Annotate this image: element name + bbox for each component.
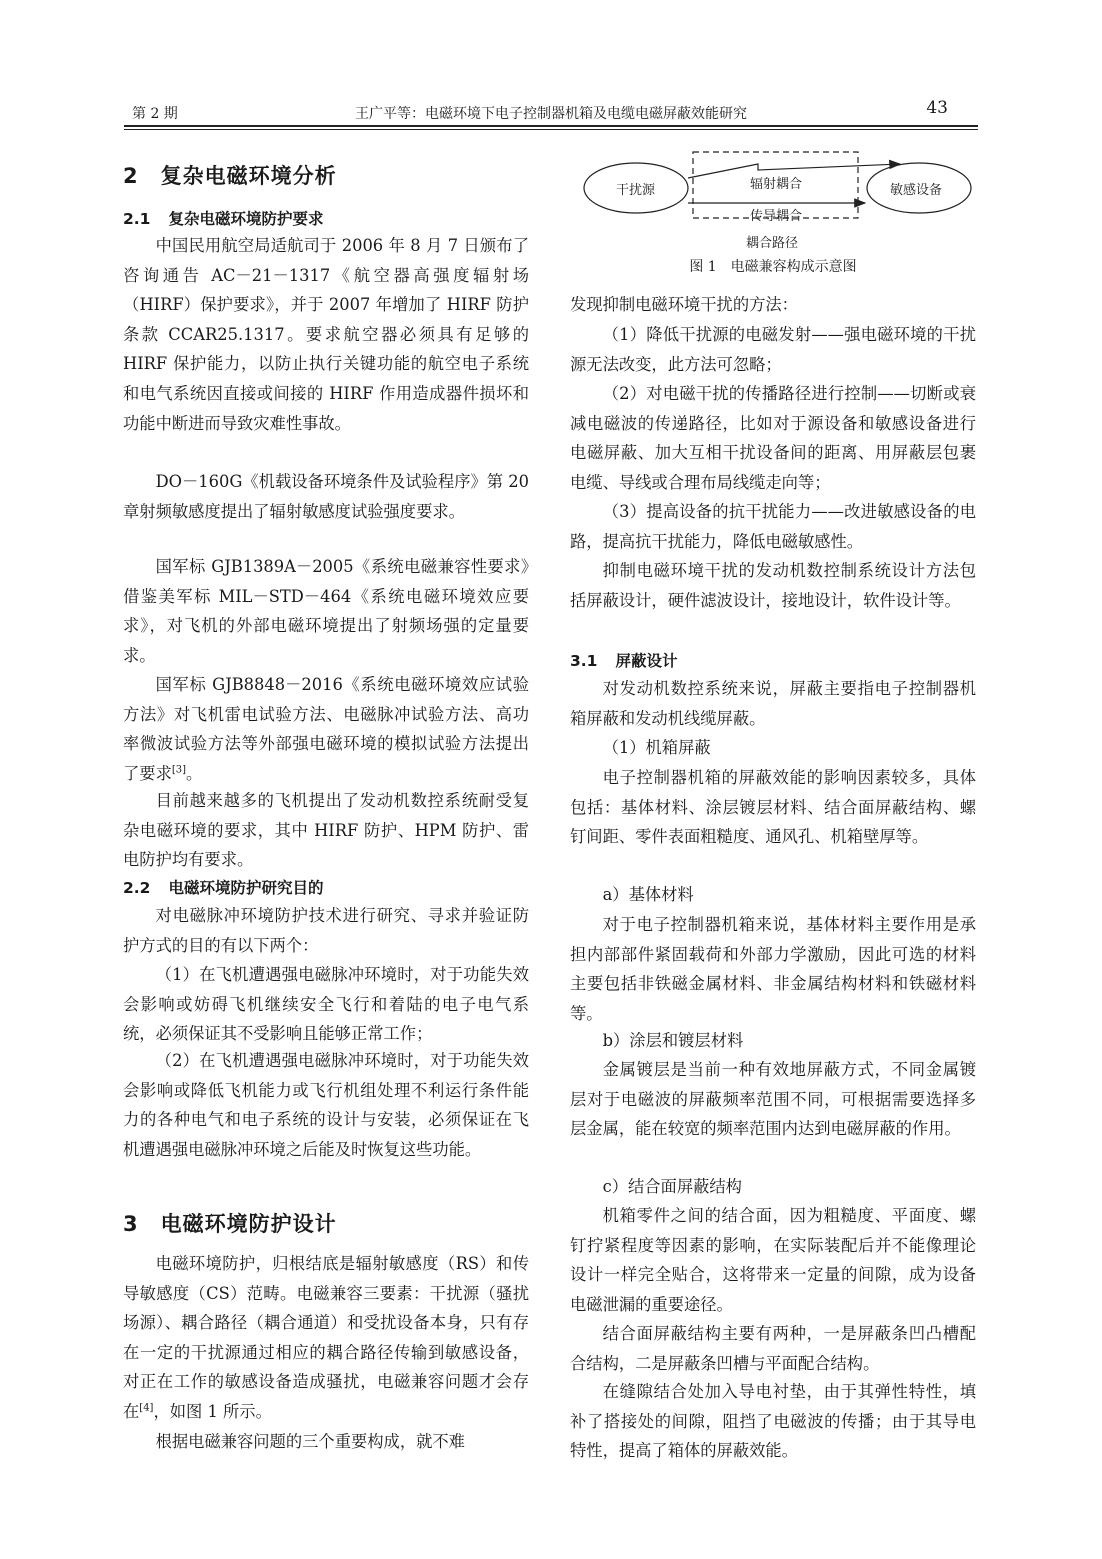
paragraph: 国军标 GJB1389A－2005《系统电磁兼容性要求》借鉴美军标 MIL－STD－464《系统电磁环境效应要求》，对飞机的外部电磁环境提出了射频场强的定量要求。 (123, 557, 529, 665)
section-3-heading (123, 1208, 337, 1238)
citation: [4] (139, 1402, 154, 1414)
subsection-number: 3.1 (570, 652, 598, 670)
subsection-title: 电磁环境防护研究目的 (168, 879, 324, 897)
paragraph: a）基体材料 (602, 885, 694, 904)
subsection-number: 2.1 (123, 210, 151, 228)
path-label: 耦合路径 (746, 236, 799, 251)
paragraph: 目前越来越多的飞机提出了发动机数控系统耐受复杂电磁环境的要求，其中 HIRF 防护、HPM 防护、雷电防护均有要求。 (123, 791, 529, 870)
section-title: 复杂电磁环境分析 (160, 164, 337, 188)
paragraph: （1）降低干扰源的电磁发射——强电磁环境的干扰源无法改变，此方法可忽略； (570, 325, 976, 374)
victim-label: 敏感设备 (890, 183, 943, 198)
radiated-label: 辐射耦合 (750, 177, 803, 192)
paragraph-text: 电磁环境防护，归根结底是辐射敏感度（RS）和传导敏感度（CS）范畴。电磁兼容三要素：干扰源（骚扰场源）、耦合路径（耦合通道）和受扰设备本身，只有存在一定的干扰源通过相应的耦合路径传输到敏感设备，对正在工作的敏感设备造成骚扰，电磁兼容问题才会存在 (123, 1254, 529, 1421)
conducted-label: 传导耦合 (750, 209, 803, 224)
subsection-title: 复杂电磁环境防护要求 (168, 210, 324, 228)
paragraph (123, 670, 529, 788)
issue-number: 第 2 期 (132, 106, 178, 122)
header-rule-thin (124, 129, 978, 130)
paragraph-end: 。 (186, 763, 203, 783)
paragraph: （3）提高设备的抗干扰能力——改进敏感设备的电路，提高抗干扰能力，降低电磁敏感性。 (570, 502, 976, 551)
source-label: 干扰源 (616, 183, 656, 198)
paragraph-end: ，如图 1 所示。 (153, 1401, 272, 1421)
subsection-3-1-heading (570, 649, 677, 671)
paragraph: 发现抑制电磁环境干扰的方法： (570, 295, 798, 314)
paragraph: DO－160G《机载设备环境条件及试验程序》第 20 章射频敏感度提出了辐射敏感度试验强度要求。 (123, 472, 529, 521)
paragraph: （2）对电磁干扰的传播路径进行控制——切断或衰减电磁波的传递路径，比如对于源设备和敏感设备进行电磁屏蔽、加大互相干扰设备间的距离、用屏蔽层包裹电缆、导线或合理布局线缆走向等； (570, 384, 976, 492)
paragraph: b）涂层和镀层材料 (602, 1031, 744, 1050)
paragraph-text: 国军标 GJB8848－2016《系统电磁环境效应试验方法》对飞机雷电试验方法、电磁脉冲试验方法、高功率微波试验方法等外部强电磁环境的模拟试验方法提出了要求 (123, 675, 529, 783)
running-title: 王广平等：电磁环境下电子控制器机箱及电缆电磁屏蔽效能研究 (355, 106, 747, 122)
paragraph: c）结合面屏蔽结构 (602, 1177, 742, 1196)
subsection-title: 屏蔽设计 (615, 652, 678, 670)
paragraph: 在缝隙结合处加入导电衬垫，由于其弹性特性，填补了搭接处的间隙，阻挡了电磁波的传播；由于其导电特性，提高了箱体的屏蔽效能。 (570, 1382, 976, 1461)
section-title: 电磁环境防护设计 (160, 1212, 337, 1236)
figure-caption: 图 1 电磁兼容构成示意图 (689, 259, 857, 275)
paragraph: 根据电磁兼容问题的三个重要构成，就不难 (155, 1432, 465, 1451)
paragraph: 对于电子控制器机箱来说，基体材料主要作用是承担内部部件紧固载荷和外部力学激励，因此可选的材料主要包括非铁磁金属材料、非金属结构材料和铁磁材料等。 (570, 915, 976, 1023)
page-number: 43 (926, 98, 948, 118)
paragraph: 对发动机数控系统来说，屏蔽主要指电子控制器机箱屏蔽和发动机线缆屏蔽。 (570, 679, 976, 728)
paragraph: 中国民用航空局适航司于 2006 年 8 月 7 日颁布了咨询通告 AC－21－1317《航空器高强度辐射场（HIRF）保护要求》，并于 2007 年增加了 HIRF 防护条款 CCAR25.1317。要求航空器必须具有足够的 HIRF 保护能力，以防止执行关键功能的航空电子系统和电气系统因直接或间接的 HIRF 作用造成器件损坏和功能中断进而导致灾难性事故。 (123, 236, 529, 433)
paragraph: 电子控制器机箱的屏蔽效能的影响因素较多，具体包括：基体材料、涂层镀层材料、结合面屏蔽结构、螺钉间距、零件表面粗糙度、通风孔、机箱壁厚等。 (570, 768, 976, 847)
paragraph: 机箱零件之间的结合面，因为粗糙度、平面度、螺钉拧紧程度等因素的影响，在实际装配后并不能像理论设计一样完全贴合，这将带来一定量的间隙，成为设备电磁泄漏的重要途径。 (570, 1206, 976, 1314)
header-rule-thick (124, 125, 978, 127)
paragraph: （1）机箱屏蔽 (602, 738, 711, 757)
paragraph (123, 1249, 529, 1427)
section-number: 2 (123, 164, 139, 188)
paragraph: 金属镀层是当前一种有效地屏蔽方式，不同金属镀层对于电磁波的屏蔽频率范围不同，可根据需要选择多层金属，能在较宽的频率范围内达到电磁屏蔽的作用。 (570, 1060, 976, 1139)
paragraph: 结合面屏蔽结构主要有两种，一是屏蔽条凹凸槽配合结构，二是屏蔽条凹槽与平面配合结构。 (570, 1324, 976, 1373)
paragraph: 对电磁脉冲环境防护技术进行研究、寻求并验证防护方式的目的有以下两个： (123, 906, 529, 955)
paragraph: 抑制电磁环境干扰的发动机数控制系统设计方法包括屏蔽设计，硬件滤波设计，接地设计，软件设计等。 (570, 561, 976, 610)
running-header (124, 96, 978, 124)
paragraph: （1）在飞机遭遇强电磁脉冲环境时，对于功能失效会影响或妨碍飞机继续安全飞行和着陆的电子电气系统，必须保证其不受影响且能够正常工作； (123, 965, 529, 1044)
citation: [3] (171, 764, 187, 776)
paragraph: （2）在飞机遭遇强电磁脉冲环境时，对于功能失效会影响或降低飞机能力或飞行机组处理不利运行条件能力的各种电气和电子系统的设计与安装，必须保证在飞机遭遇强电磁脉冲环境之后能及时恢复这些功能。 (123, 1051, 529, 1159)
subsection-2-2-heading (123, 876, 323, 898)
section-2-heading (123, 160, 337, 190)
section-number: 3 (123, 1212, 139, 1236)
subsection-number: 2.2 (123, 879, 151, 897)
subsection-2-1-heading (123, 207, 323, 229)
